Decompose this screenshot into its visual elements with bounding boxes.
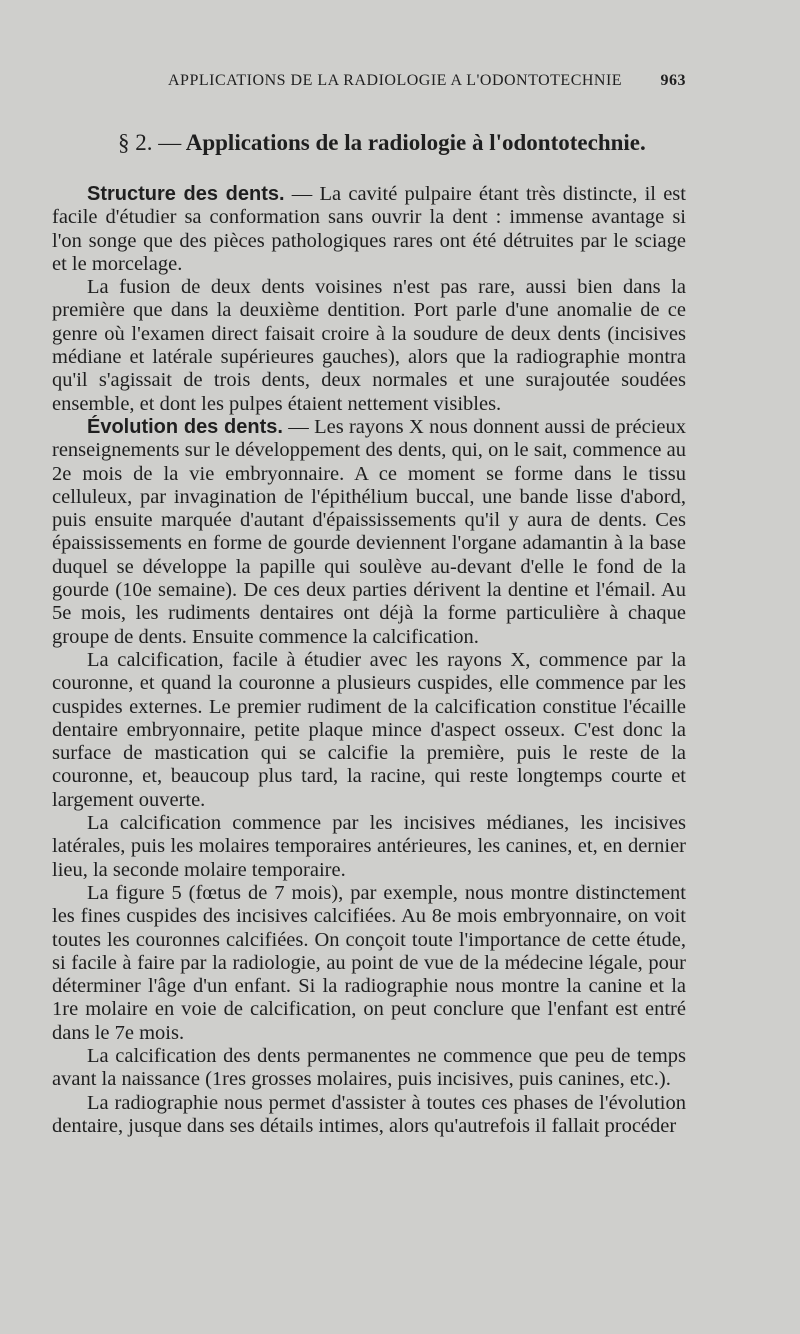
paragraph-evolution bbox=[52, 416, 686, 649]
paragraph bbox=[52, 1092, 686, 1139]
paragraph-text: La fusion de deux dents voisines n'est pas rare, aussi bien dans la première que dans la deuxième dentition. Port parle d'une anomalie de ce genre où l'examen direct faisait croire à la soudure de deux dents (incisives médiane et latérale supérieures gauches), alors que la radiographie montra qu'il s'agissait de trois dents, deux normales et une surajoutée soudées ensemble, et dont les pulpes étaient nettement visibles. bbox=[52, 276, 686, 415]
paragraph bbox=[52, 882, 686, 1045]
section-title bbox=[118, 130, 646, 156]
running-title: APPLICATIONS DE LA RADIOLOGIE A L'ODONTOTECHNIE bbox=[168, 72, 623, 89]
paragraph-text: La calcification, facile à étudier avec les rayons X, commence par la couronne, et quand la couronne a plusieurs cuspides, elle commence par les cuspides externes. Le premier rudiment de la calcification constitue l'écaille dentaire embryonnaire, petite plaque mince d'aspect osseux. C'est donc la surface de mastication qui se calcifie la première, puis le reste de la couronne, et, beaucoup plus tard, la racine, qui reste longtemps courte et largement ouverte. bbox=[52, 648, 686, 811]
run-in-heading: Structure des dents. bbox=[87, 183, 285, 205]
paragraph-structure bbox=[52, 183, 686, 276]
paragraph-text: La calcification commence par les incisives médianes, les incisives latérales, puis les molaires temporaires antérieures, les canines, et, en dernier lieu, la seconde molaire temporaire. bbox=[52, 812, 686, 881]
paragraph-text: La radiographie nous permet d'assister à toutes ces phases de l'évolution dentaire, jusque dans ses détails intimes, alors qu'autrefois il fallait procéder bbox=[52, 1091, 686, 1137]
paragraph-text: La figure 5 (fœtus de 7 mois), par exemple, nous montre distinctement les fines cuspides des incisives calcifiées. Au 8e mois embryonnaire, on voit toutes les couronnes calcifiées. On conçoit toute l'importance de cette étude, si facile à faire par la radiologie, au point de vue de la médecine légale, pour déterminer l'âge d'un enfant. Si la radiographie nous montre la canine et la 1re molaire en voie de calcification, on peut conclure que l'enfant est entré dans le 7e mois. bbox=[52, 881, 686, 1044]
run-in-heading: Évolution des dents. bbox=[87, 415, 283, 438]
paragraph-text: La calcification des dents permanentes ne commence que peu de temps avant la naissance (1res grosses molaires, puis incisives, puis canines, etc.). bbox=[52, 1044, 686, 1091]
paragraph bbox=[52, 1045, 686, 1092]
running-head bbox=[0, 72, 800, 96]
section-number: § 2. — bbox=[118, 130, 182, 155]
paragraph bbox=[52, 276, 686, 416]
paragraph bbox=[52, 812, 686, 882]
paragraph-text: — Les rayons X nous donnent aussi de précieux renseignements sur le développement des dents, qui, on le sait, commence au 2e mois de la vie embryonnaire. A ce moment se forme dans le tissu celluleux, par invagination de l'épithélium buccal, une bande lisse d'abord, puis ensuite marquée d'autant d'épaississements qu'il y aura de dents. Ces épaississements en forme de gourde deviennent l'organe adamantin à la base duquel se développe la papille qui soulève au-devant d'elle le fond de la gourde (10e semaine). De ces deux parties dérivent la dentine et l'émail. Au 5e mois, les rudiments dentaires ont déjà la forme particulière à chaque groupe de dents. Ensuite commence la calcification. bbox=[52, 415, 686, 648]
paragraph bbox=[52, 649, 686, 812]
section-title-text: Applications de la radiologie à l'odontotechnie. bbox=[185, 130, 646, 155]
body-text bbox=[52, 183, 686, 1138]
paragraph-text: — La cavité pulpaire étant très distincte, il est facile d'étudier sa conformation sans ouvrir la dent : immense avantage si l'on songe que des pièces pathologiques rares ont été détruites par le sciage et le morcelage. bbox=[52, 183, 686, 275]
page-number: 963 bbox=[660, 72, 686, 89]
